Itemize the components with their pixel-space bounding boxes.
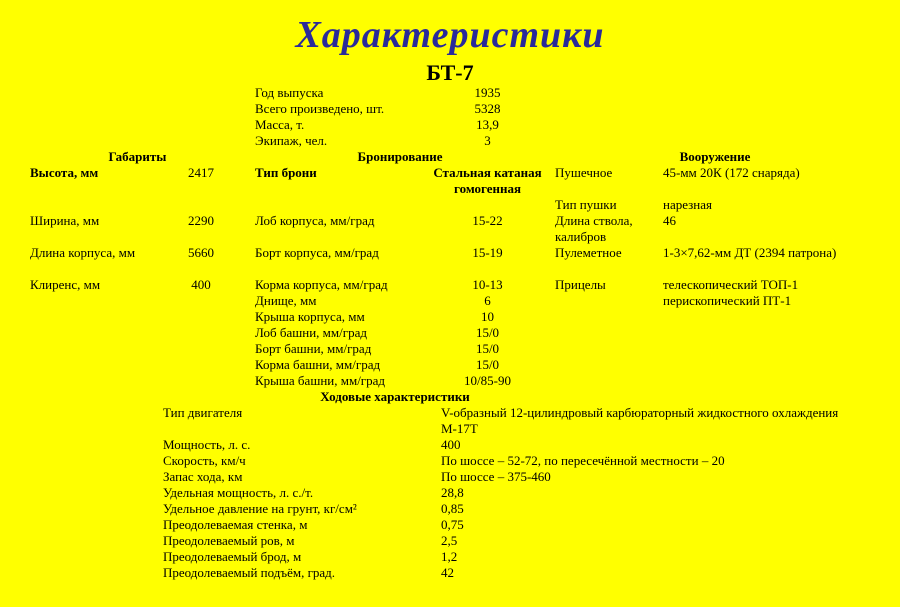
- mobility-row-value: 400: [441, 437, 461, 452]
- mobility-row-value: 2,5: [441, 533, 458, 548]
- height-label: Высота, мм: [30, 165, 99, 180]
- gun-type-label: Тип пушки: [555, 197, 617, 212]
- armor-row-value: 15/0: [475, 325, 500, 340]
- mobility-row-value: 0,75: [441, 517, 464, 532]
- armor-type-label: Тип брони: [255, 165, 317, 180]
- mobility-row-value: 42: [441, 565, 454, 580]
- mobility-row-label: Удельное давление на грунт, кг/см²: [163, 501, 357, 516]
- engine-value-2: М-17Т: [441, 421, 478, 436]
- barrel-label-2: калибров: [555, 229, 607, 244]
- dimensions-heading: Габариты: [108, 149, 167, 164]
- width-value: 2290: [188, 213, 214, 228]
- length-label: Длина корпуса, мм: [30, 245, 136, 260]
- mass-label: Масса, т.: [255, 117, 305, 132]
- armor-row-value: 15/0: [475, 341, 500, 356]
- mobility-row-value: По шоссе – 52-72, по пересечённой местности – 20: [441, 453, 725, 468]
- length-value: 5660: [188, 245, 214, 260]
- engine-label: Тип двигателя: [163, 405, 243, 420]
- barrel-label-1: Длина ствола,: [555, 213, 633, 228]
- armor-row-label: Борт корпуса, мм/град: [255, 245, 379, 260]
- mobility-row-value: 28,8: [441, 485, 464, 500]
- clearance-label: Клиренс, мм: [30, 277, 101, 292]
- mobility-row-value: 1,2: [441, 549, 458, 564]
- year-label: Год выпуска: [255, 85, 324, 100]
- armor-row-label: Крыша корпуса, мм: [255, 309, 365, 324]
- armor-row-label: Корма башни, мм/град: [255, 357, 381, 372]
- armor-row-value: 15-22: [472, 213, 503, 228]
- width-label: Ширина, мм: [30, 213, 100, 228]
- armor-type-value-1: Стальная катаная: [433, 165, 542, 180]
- mobility-row-label: Мощность, л. с.: [163, 437, 251, 452]
- sights-value-1: телескопический ТОП-1: [663, 277, 799, 292]
- produced-label: Всего произведено, шт.: [255, 101, 385, 116]
- armor-row-label: Лоб корпуса, мм/град: [255, 213, 375, 228]
- mass-value: 13,9: [476, 117, 499, 132]
- mobility-row-value: 0,85: [441, 501, 464, 516]
- mobility-row-label: Преодолеваемый подъём, град.: [163, 565, 336, 580]
- mobility-heading: Ходовые характеристики: [320, 389, 470, 404]
- page-title: Характеристики: [295, 14, 605, 56]
- armor-row-label: Крыша башни, мм/град: [255, 373, 386, 388]
- armament-heading: Вооружение: [679, 149, 751, 164]
- crew-label: Экипаж, чел.: [255, 133, 328, 148]
- mg-value: 1-3×7,62-мм ДТ (2394 патрона): [663, 245, 837, 260]
- armor-type-value-2: гомогенная: [453, 181, 522, 196]
- engine-value-1: V-образный 12-цилиндровый карбюраторный жидкостного охлаждения: [441, 405, 839, 420]
- page-subtitle: БТ-7: [426, 60, 474, 85]
- produced-value: 5328: [474, 101, 501, 116]
- gun-value: 45-мм 20К (172 снаряда): [663, 165, 800, 180]
- gun-type-value: нарезная: [663, 197, 712, 212]
- mobility-row-label: Скорость, км/ч: [163, 453, 246, 468]
- mobility-row-label: Преодолеваемый ров, м: [163, 533, 295, 548]
- gun-label: Пушечное: [555, 165, 613, 180]
- armor-row-label: Лоб башни, мм/град: [255, 325, 367, 340]
- year-value: 1935: [474, 85, 501, 100]
- armor-heading: Бронирование: [357, 149, 443, 164]
- armor-row-label: Днище, мм: [255, 293, 317, 308]
- mobility-row-label: Преодолеваемый брод, м: [163, 549, 302, 564]
- armor-row-value: 15-19: [472, 245, 503, 260]
- clearance-value: 400: [191, 277, 211, 292]
- barrel-value: 46: [663, 213, 676, 228]
- mg-label: Пулеметное: [555, 245, 622, 260]
- sights-value-2: перископический ПТ-1: [663, 293, 792, 308]
- armor-row-value: 10/85-90: [464, 373, 511, 388]
- mobility-row-label: Удельная мощность, л. с./т.: [163, 485, 314, 500]
- sights-label: Прицелы: [555, 277, 606, 292]
- crew-value: 3: [484, 133, 491, 148]
- mobility-row-value: По шоссе – 375-460: [441, 469, 551, 484]
- armor-row-value: 10-13: [472, 277, 503, 292]
- armor-row-value: 15/0: [475, 357, 500, 372]
- mobility-row-label: Преодолеваемая стенка, м: [163, 517, 308, 532]
- armor-row-label: Борт башни, мм/град: [255, 341, 372, 356]
- armor-row-value: 10: [481, 309, 494, 324]
- mobility-row-label: Запас хода, км: [163, 469, 243, 484]
- height-value: 2417: [188, 165, 214, 180]
- armor-row-value: 6: [484, 293, 491, 308]
- armor-row-label: Корма корпуса, мм/град: [255, 277, 388, 292]
